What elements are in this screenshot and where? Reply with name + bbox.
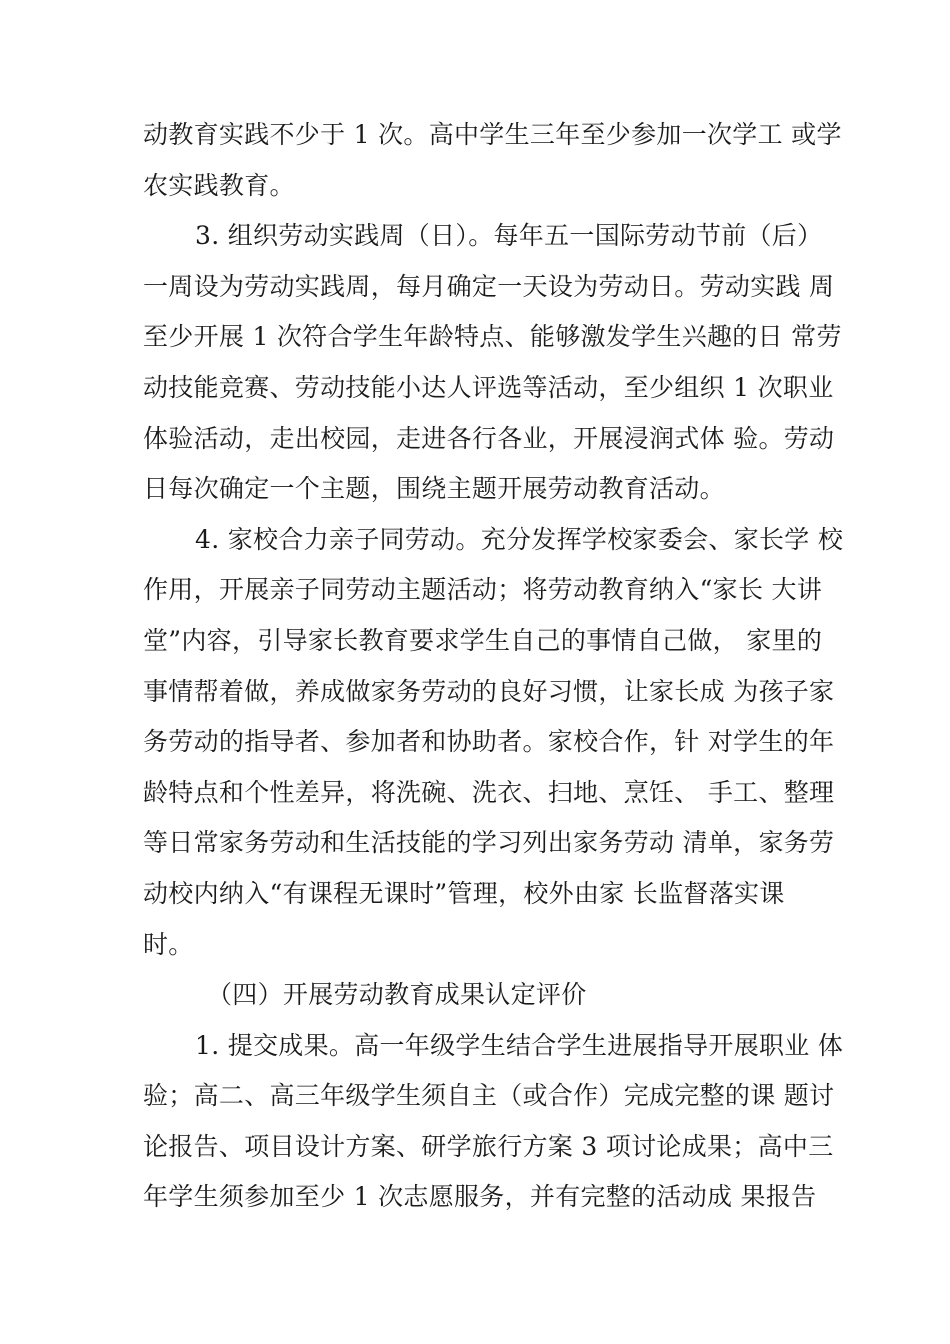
body-line-13: 务劳动的指导者、参加者和协助者。家校合作，针 对学生的年 [143,727,835,757]
body-line-20: 验；高二、高三年级学生须自主（或合作）完成完整的课 题讨 [143,1081,835,1111]
body-line-2: 农实践教育。 [143,170,295,200]
body-line-22: 年学生须参加至少 1 次志愿服务，并有完整的活动成 果报告 [143,1182,817,1212]
body-line-8: 日每次确定一个主题，围绕主题开展劳动教育活动。 [143,474,725,504]
body-line-6: 动技能竞赛、劳动技能小达人评选等活动，至少组织 1 次职业 [143,372,834,402]
body-line-10: 作用，开展亲子同劳动主题活动；将劳动教育纳入“家长 大讲 [143,575,823,605]
body-line-7: 体验活动，走出校园，走进各行各业，开展浸润式体 验。劳动 [143,423,835,453]
body-line-1: 动教育实践不少于 1 次。高中学生三年至少参加一次学工 或学 [143,120,842,149]
section-4-heading: （四）开展劳动教育成果认定评价 [207,980,587,1010]
item-4-heading-line: 4. 家校合力亲子同劳动。充分发挥学校家委会、家长学 校 [195,524,844,554]
body-line-5: 至少开展 1 次符合学生年龄特点、能够激发学生兴趣的日 常劳 [143,322,842,352]
document-body [143,110,844,1223]
body-line-15: 等日常家务劳动和生活技能的学习列出家务劳动 清单，家务劳 [143,828,835,858]
item-3-heading-line: 3. 组织劳动实践周（日）。每年五一国际劳动节前（后） [195,221,823,251]
item-1-heading-line: 1. 提交成果。高一年级学生结合学生进展指导开展职业 体 [195,1030,844,1060]
body-line-17: 时。 [143,929,194,959]
body-line-11: 堂”内容，引导家长教育要求学生自己的事情自己做， 家里的 [143,625,823,655]
body-line-14: 龄特点和个性差异，将洗碗、洗衣、扫地、烹饪、 手工、整理 [143,777,835,807]
body-line-12: 事情帮着做，养成做家务劳动的良好习惯，让家长成 为孩子家 [143,676,835,706]
body-line-4: 一周设为劳动实践周，每月确定一天设为劳动日。劳动实践 周 [143,271,835,301]
body-line-21: 论报告、项目设计方案、研学旅行方案 3 项讨论成果；高中三 [143,1131,834,1161]
body-line-16: 动校内纳入“有课程无课时”管理，校外由家 长监督落实课 [143,878,785,908]
